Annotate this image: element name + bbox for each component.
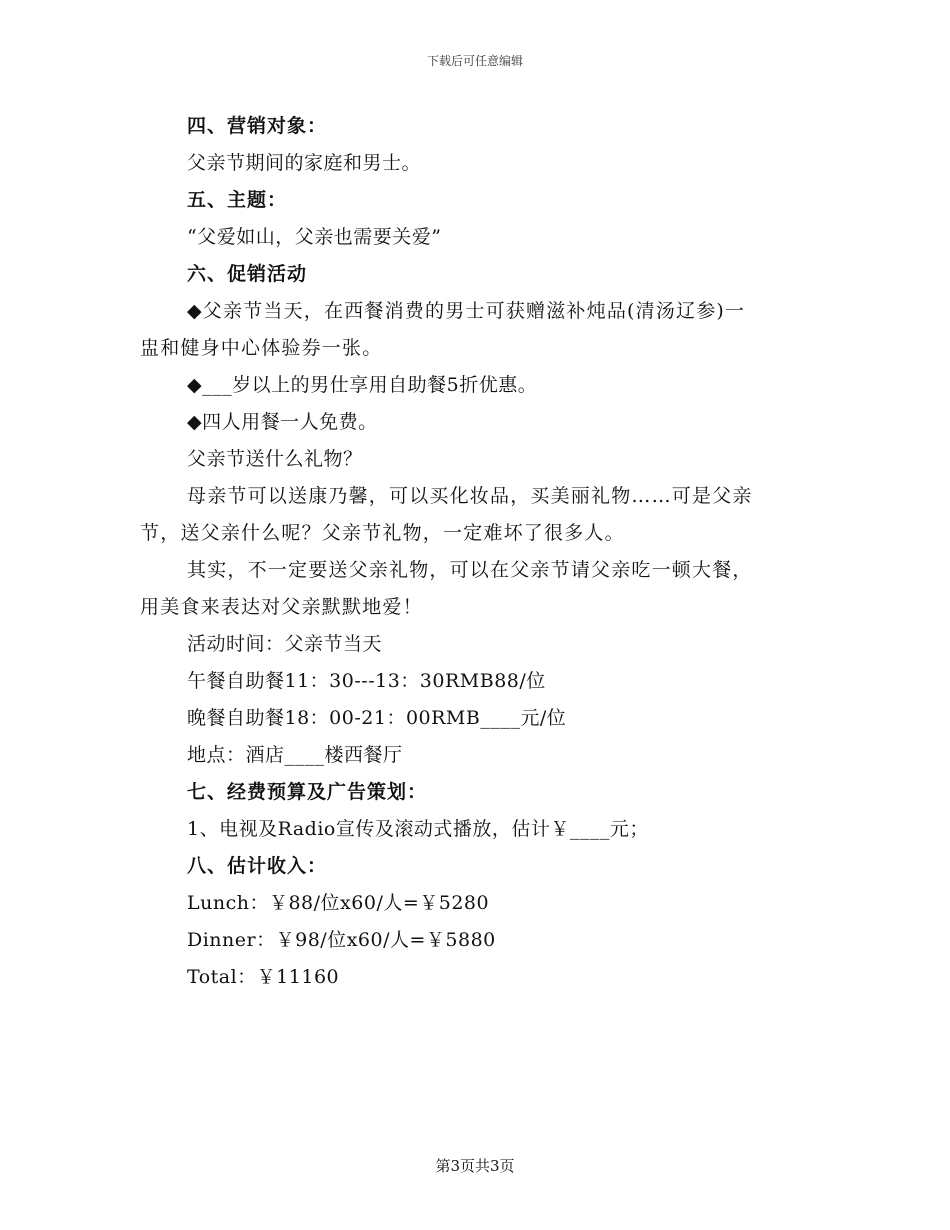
income-lunch: Lunch：￥88/位x60/人=￥5280 xyxy=(187,892,490,914)
activity-time: 活动时间：父亲节当天 xyxy=(187,633,383,655)
paragraph-2-line-2: 用美食来表达对父亲默默地爱！ xyxy=(140,596,423,618)
section-heading-budget: 七、经费预算及广告策划： xyxy=(187,781,428,803)
document-body xyxy=(140,108,805,996)
income-total: Total：￥11160 xyxy=(187,966,340,988)
page-footer: 第3页共3页 xyxy=(435,1157,515,1175)
paragraph-2-line-1: 其实，不一定要送父亲礼物，可以在父亲节请父亲吃一顿大餐， xyxy=(187,559,753,581)
income-dinner: Dinner：￥98/位x60/人=￥5880 xyxy=(187,929,496,951)
paragraph-1-line-2: 节，送父亲什么呢？父亲节礼物，一定难坏了很多人。 xyxy=(140,522,625,544)
section-heading-marketing-target: 四、营销对象： xyxy=(187,115,328,137)
paragraph-1-line-1: 母亲节可以送康乃馨，可以买化妆品，买美丽礼物……可是父亲 xyxy=(187,485,753,507)
promotion-item-1-line-2: 盅和健身中心体验券一张。 xyxy=(140,337,383,359)
location: 地点：酒店____楼西餐厅 xyxy=(187,744,403,766)
theme-text: “父爱如山，父亲也需要关爱” xyxy=(187,226,442,248)
page-header: 下载后可任意编辑 xyxy=(426,54,523,68)
section-heading-income: 八、估计收入： xyxy=(187,855,328,877)
lunch-buffet: 午餐自助餐11：30---13：30RMB88/位 xyxy=(187,670,546,692)
promotion-item-3: ◆四人用餐一人免费。 xyxy=(187,411,378,433)
section-heading-theme: 五、主题： xyxy=(187,189,288,211)
promotion-item-2: ◆___岁以上的男仕享用自助餐5折优惠。 xyxy=(187,374,538,396)
marketing-target-text: 父亲节期间的家庭和男士。 xyxy=(187,152,422,174)
gift-question: 父亲节送什么礼物？ xyxy=(187,448,363,470)
promotion-item-1-line-1: ◆父亲节当天，在西餐消费的男士可获赠滋补炖品(清汤辽参)一 xyxy=(187,300,746,322)
dinner-buffet: 晚餐自助餐18：00-21：00RMB____元/位 xyxy=(187,707,567,729)
section-heading-promotion: 六、促销活动 xyxy=(187,263,308,285)
budget-item-1: 1、电视及Radio宣传及滚动式播放，估计￥____元； xyxy=(187,818,649,840)
